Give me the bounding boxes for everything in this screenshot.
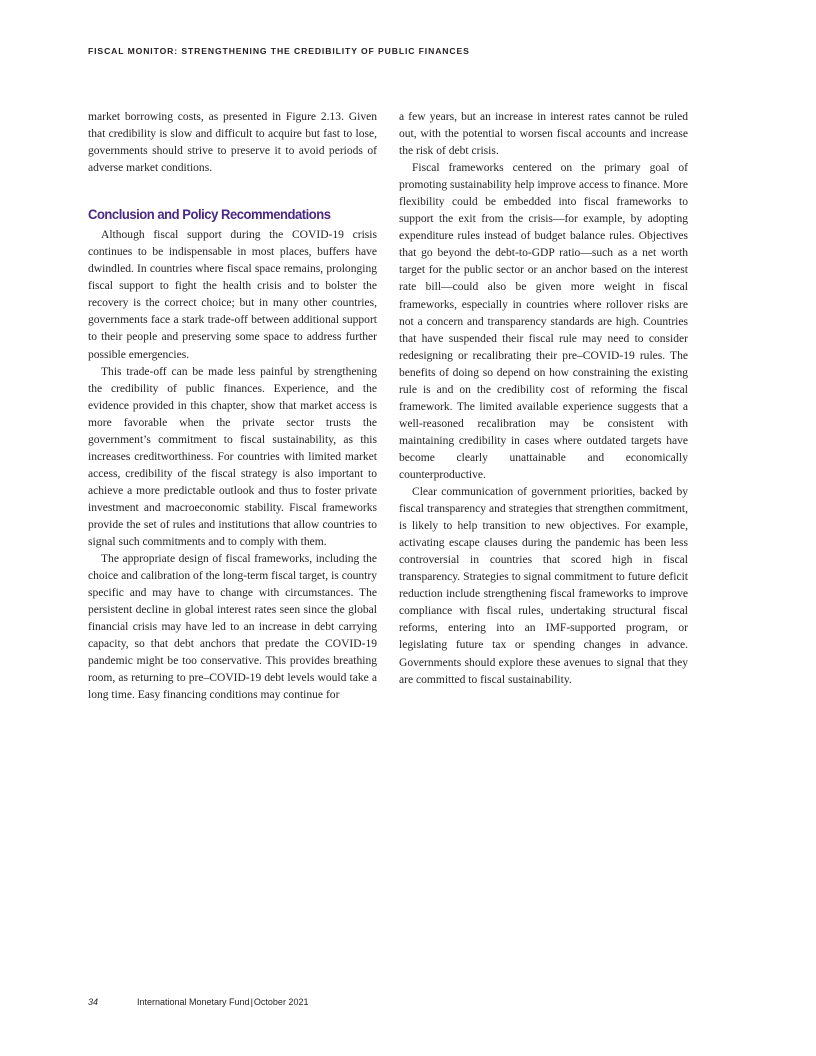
footer-publisher: International Monetary Fund xyxy=(137,997,250,1007)
footer-date: October 2021 xyxy=(253,997,309,1007)
page-number: 34 xyxy=(88,997,99,1007)
body-paragraph: This trade-off can be made less painful by strengthening the credibility of public finances. Experience, and the evidence provided in this chapter, show that market access is more favorable when the private sector trusts the government’s commitment to fiscal sustainability, as this increases creditworthiness. For countries with limited market access, credibility of the fiscal strategy is also important to achieve a more predictable outlook and thus to foster private investment and macroeconomic stability. Fiscal frameworks provide the set of rules and institutions that allow countries to signal such commitments and to comply with them. xyxy=(88,365,377,549)
body-paragraph: Clear communication of government priorities, backed by fiscal transparency and strategies that strengthen commitment, is likely to help transition to new objectives. For example, activating escape clauses during the pandemic has been less controversial in countries that scored high in fiscal transparency. Strategies to signal commitment to future deficit reduction include strengthening fiscal frameworks to improve compliance with fiscal rules, undertaking structural fiscal reforms, entering into an IMF-supported program, or legislating future tax or spending changes in advance. Governments should explore these avenues to signal that they are committed to fiscal sustainability. xyxy=(399,486,688,686)
section-heading: Conclusion and Policy Recommendations xyxy=(88,206,331,223)
running-header: FISCAL MONITOR: STRENGTHENING THE CREDIBILITY OF PUBLIC FINANCES xyxy=(88,46,470,56)
body-paragraph: Although fiscal support during the COVID-19 crisis continues to be indispensable in most places, buffers have dwindled. In countries where fiscal space remains, prolonging fiscal support to fight the health crisis and to bolster the recovery is the correct choice; but in many other countries, governments face a stark trade-off between additional support to their people and preserving some space to address further possible emergencies. xyxy=(88,229,377,361)
right-column xyxy=(399,109,688,689)
left-column xyxy=(88,109,377,705)
body-paragraph: The appropriate design of fiscal frameworks, including the choice and calibration of the long-term fiscal target, is country specific and may have to change with circumstances. The persistent decline in global interest rates seen since the global financial crisis may have led to an increase in debt carrying capacity, so that debt anchors that predate the COVID-19 pandemic might be too conservative. This provides breathing room, as returning to pre–COVID-19 debt levels would take a long time. Easy financing conditions may continue for xyxy=(88,553,377,702)
intro-paragraph: market borrowing costs, as presented in Figure 2.13. Given that credibility is slow and difficult to acquire but fast to lose, governments should strive to preserve it to avoid periods of adverse market conditions. xyxy=(88,111,377,175)
body-paragraph: Fiscal frameworks centered on the primary goal of promoting sustainability help improve access to finance. More flexibility could be embedded into fiscal frameworks to support the exit from the crisis—for example, by adopting expenditure rules instead of budget balance rules. Objectives that go beyond the debt-to-GDP ratio—such as a net worth target for the public sector or an anchor based on the interest rate bill—could also be given more weight in fiscal frameworks, especially in countries where rollover risks are not a concern and transparency standards are high. Countries that have suspended their fiscal rule may need to consider redesigning or recalibrating their pre–COVID-19 rules. The benefits of doing so depend on how constraining the existing rule is and on the credibility cost of reforming the fiscal framework. The limited available experience suggests that a well-reasoned recalibration may be consistent with maintaining credibility in cases where outdated targets have become clearly unattainable and economically counterproductive. xyxy=(399,162,688,481)
footer-separator: | xyxy=(250,997,253,1007)
page-footer xyxy=(88,997,308,1007)
continuation-paragraph: a few years, but an increase in interest rates cannot be ruled out, with the potential to worsen fiscal accounts and increase the risk of debt crisis. xyxy=(399,111,688,158)
